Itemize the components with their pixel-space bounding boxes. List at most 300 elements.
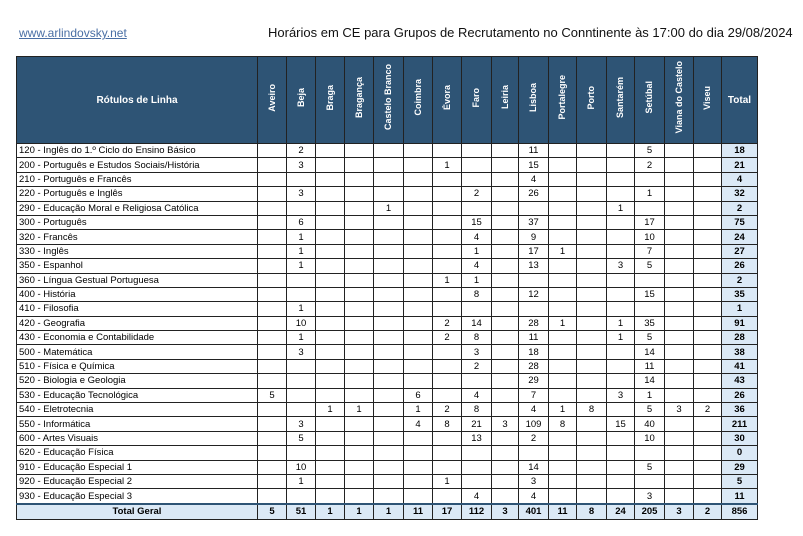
table-cell: 5: [635, 331, 665, 345]
table-cell: [345, 187, 374, 201]
table-cell: [694, 316, 722, 330]
table-cell: [549, 302, 577, 316]
table-cell: [433, 287, 462, 301]
table-cell: [316, 446, 345, 460]
table-cell: [316, 460, 345, 474]
table-cell: [694, 259, 722, 273]
table-cell: 3: [462, 345, 492, 359]
column-header-label: Bragança: [353, 76, 364, 119]
table-cell: 2: [462, 187, 492, 201]
table-cell: [374, 244, 404, 258]
table-cell: [316, 417, 345, 431]
table-cell: [577, 359, 607, 373]
table-cell: [316, 244, 345, 258]
table-cell: [345, 431, 374, 445]
table-cell: [345, 158, 374, 172]
table-cell: 5: [635, 403, 665, 417]
row-total: 43: [722, 374, 758, 388]
table-cell: [549, 259, 577, 273]
table-cell: [374, 331, 404, 345]
table-cell: 1: [404, 403, 433, 417]
table-cell: [665, 359, 694, 373]
table-cell: [694, 201, 722, 215]
table-cell: [287, 273, 316, 287]
table-cell: [374, 172, 404, 186]
row-total: 2: [722, 201, 758, 215]
table-cell: [577, 144, 607, 158]
table-cell: 1: [549, 244, 577, 258]
total-row: [17, 504, 758, 520]
table-cell: [374, 187, 404, 201]
row-label: 530 - Educação Tecnológica: [17, 388, 258, 402]
table-cell: [433, 302, 462, 316]
table-cell: 11: [519, 144, 549, 158]
table-cell: 2: [433, 403, 462, 417]
table-cell: [577, 431, 607, 445]
table-cell: [374, 287, 404, 301]
table-cell: [635, 273, 665, 287]
table-cell: [374, 489, 404, 504]
table-cell: [492, 144, 519, 158]
table-cell: [258, 417, 287, 431]
row-label: 300 - Português: [17, 215, 258, 229]
table-cell: [316, 201, 345, 215]
column-header-label: Portalegre: [557, 75, 567, 120]
table-cell: [404, 187, 433, 201]
table-cell: 2: [433, 331, 462, 345]
table-cell: [404, 287, 433, 301]
table-row: [17, 345, 758, 359]
table-cell: [549, 187, 577, 201]
table-cell: [404, 259, 433, 273]
table-cell: [316, 331, 345, 345]
table-cell: [607, 359, 635, 373]
table-cell: 5: [258, 388, 287, 402]
table-cell: [433, 388, 462, 402]
table-cell: [492, 431, 519, 445]
table-row: [17, 187, 758, 201]
total-row-cell: 2: [694, 504, 722, 520]
table-cell: 3: [287, 187, 316, 201]
row-total: 26: [722, 388, 758, 402]
total-row-cell: 3: [492, 504, 519, 520]
table-cell: 2: [694, 403, 722, 417]
table-cell: [492, 230, 519, 244]
table-cell: [607, 144, 635, 158]
table-cell: [549, 172, 577, 186]
total-row-cell: 1: [316, 504, 345, 520]
table-cell: [694, 388, 722, 402]
table-cell: [607, 374, 635, 388]
table-cell: [694, 172, 722, 186]
table-cell: [258, 158, 287, 172]
table-cell: [607, 230, 635, 244]
row-label: 600 - Artes Visuais: [17, 431, 258, 445]
table-cell: [665, 172, 694, 186]
table-cell: 5: [287, 431, 316, 445]
table-cell: [345, 215, 374, 229]
table-cell: 28: [519, 359, 549, 373]
table-cell: 1: [287, 302, 316, 316]
table-cell: 15: [607, 417, 635, 431]
column-header-label: Beja: [295, 87, 306, 107]
total-row-cell: 51: [287, 504, 316, 520]
table-cell: [404, 215, 433, 229]
table-cell: [665, 144, 694, 158]
table-cell: [492, 201, 519, 215]
table-cell: [577, 201, 607, 215]
table-cell: 10: [287, 316, 316, 330]
table-cell: [433, 244, 462, 258]
row-total: 29: [722, 460, 758, 474]
table-cell: [258, 489, 287, 504]
table-cell: [607, 345, 635, 359]
column-header: [665, 57, 694, 144]
table-cell: [549, 331, 577, 345]
table-cell: [404, 431, 433, 445]
table-cell: 1: [345, 403, 374, 417]
table-cell: [404, 172, 433, 186]
table-cell: [577, 374, 607, 388]
row-total: 36: [722, 403, 758, 417]
table-cell: 26: [519, 187, 549, 201]
row-label: 920 - Educação Especial 2: [17, 474, 258, 488]
table-cell: [404, 302, 433, 316]
table-cell: 35: [635, 316, 665, 330]
row-total: 5: [722, 474, 758, 488]
column-header-label: Aveiro: [266, 83, 277, 112]
table-cell: [258, 345, 287, 359]
column-header: [519, 57, 549, 144]
row-total: 75: [722, 215, 758, 229]
table-cell: [519, 201, 549, 215]
table-row: [17, 417, 758, 431]
table-cell: [694, 359, 722, 373]
table-cell: [607, 215, 635, 229]
table-row: [17, 460, 758, 474]
table-cell: [665, 259, 694, 273]
table-cell: 28: [519, 316, 549, 330]
table-cell: [607, 287, 635, 301]
table-cell: [404, 201, 433, 215]
column-header: [345, 57, 374, 144]
table-cell: [492, 273, 519, 287]
row-total: 35: [722, 287, 758, 301]
table-cell: 1: [433, 273, 462, 287]
table-cell: 2: [433, 316, 462, 330]
total-row-cell: 8: [577, 504, 607, 520]
table-row: [17, 215, 758, 229]
table-cell: [258, 230, 287, 244]
table-cell: 10: [635, 230, 665, 244]
table-cell: [433, 187, 462, 201]
table-cell: [694, 158, 722, 172]
table-cell: [577, 158, 607, 172]
table-cell: [433, 215, 462, 229]
table-cell: [258, 460, 287, 474]
table-cell: [374, 417, 404, 431]
table-cell: [665, 287, 694, 301]
table-row: [17, 172, 758, 186]
table-cell: [433, 230, 462, 244]
table-cell: [492, 474, 519, 488]
table-cell: [258, 201, 287, 215]
table-cell: [492, 259, 519, 273]
table-cell: [519, 273, 549, 287]
table-cell: [345, 244, 374, 258]
pivot-table: [16, 56, 758, 520]
table-cell: 2: [519, 431, 549, 445]
table-cell: 4: [462, 489, 492, 504]
table-cell: [635, 172, 665, 186]
table-cell: [404, 316, 433, 330]
table-cell: [577, 316, 607, 330]
table-cell: [694, 345, 722, 359]
table-cell: [258, 172, 287, 186]
table-cell: 2: [287, 144, 316, 158]
table-cell: [345, 460, 374, 474]
table-cell: 15: [635, 287, 665, 301]
row-total: 41: [722, 359, 758, 373]
table-cell: [287, 489, 316, 504]
column-header: [404, 57, 433, 144]
row-total: 91: [722, 316, 758, 330]
row-total: 11: [722, 489, 758, 504]
row-total: 21: [722, 158, 758, 172]
table-cell: [374, 460, 404, 474]
table-cell: [374, 403, 404, 417]
table-cell: [316, 287, 345, 301]
row-total: 4: [722, 172, 758, 186]
table-cell: [694, 489, 722, 504]
table-cell: 1: [433, 158, 462, 172]
row-label: 520 - Biologia e Geologia: [17, 374, 258, 388]
table-cell: [374, 259, 404, 273]
row-total: 38: [722, 345, 758, 359]
table-cell: [345, 259, 374, 273]
table-cell: [492, 331, 519, 345]
table-cell: [492, 345, 519, 359]
table-cell: [258, 259, 287, 273]
row-total: 32: [722, 187, 758, 201]
table-cell: [433, 431, 462, 445]
row-label: 430 - Economia e Contabilidade: [17, 331, 258, 345]
table-row: [17, 158, 758, 172]
table-cell: [607, 403, 635, 417]
table-cell: 3: [607, 388, 635, 402]
table-cell: [549, 489, 577, 504]
table-cell: [607, 187, 635, 201]
table-cell: [492, 287, 519, 301]
table-cell: [577, 460, 607, 474]
table-row: [17, 403, 758, 417]
table-cell: [492, 172, 519, 186]
total-row-cell: 401: [519, 504, 549, 520]
table-cell: 4: [404, 417, 433, 431]
table-cell: [694, 244, 722, 258]
table-row: [17, 316, 758, 330]
table-cell: 3: [287, 158, 316, 172]
table-cell: [549, 273, 577, 287]
row-total: 2: [722, 273, 758, 287]
table-cell: [694, 144, 722, 158]
table-cell: [577, 388, 607, 402]
table-cell: 3: [519, 474, 549, 488]
row-total: 211: [722, 417, 758, 431]
table-cell: 4: [519, 172, 549, 186]
table-cell: [258, 273, 287, 287]
table-cell: 11: [635, 359, 665, 373]
table-cell: [607, 431, 635, 445]
table-cell: 1: [635, 187, 665, 201]
table-cell: 1: [374, 201, 404, 215]
table-cell: 2: [635, 158, 665, 172]
table-row: [17, 431, 758, 445]
table-cell: 8: [549, 417, 577, 431]
table-cell: [258, 331, 287, 345]
table-cell: [694, 460, 722, 474]
table-cell: [433, 259, 462, 273]
table-cell: [694, 474, 722, 488]
table-cell: [694, 215, 722, 229]
table-cell: [433, 460, 462, 474]
row-label: 320 - Francês: [17, 230, 258, 244]
table-cell: 17: [519, 244, 549, 258]
column-header-label: Faro: [471, 87, 481, 108]
table-cell: [549, 460, 577, 474]
table-cell: 6: [404, 388, 433, 402]
total-row-cell: 1: [374, 504, 404, 520]
table-row: [17, 388, 758, 402]
table-cell: [404, 345, 433, 359]
column-header-label: Porto: [586, 85, 596, 110]
table-cell: [462, 158, 492, 172]
table-cell: [433, 144, 462, 158]
table-cell: 5: [635, 460, 665, 474]
table-cell: [577, 244, 607, 258]
table-cell: [374, 431, 404, 445]
table-cell: [316, 273, 345, 287]
table-cell: [577, 331, 607, 345]
row-labels-header: Rótulos de Linha: [17, 57, 258, 144]
table-cell: [635, 201, 665, 215]
table-cell: [577, 273, 607, 287]
table-cell: 1: [287, 474, 316, 488]
row-label: 510 - Física e Química: [17, 359, 258, 373]
table-cell: [694, 230, 722, 244]
table-cell: 1: [607, 331, 635, 345]
table-cell: [577, 446, 607, 460]
column-header-label: Setúbal: [644, 81, 654, 114]
table-cell: [287, 374, 316, 388]
table-cell: [258, 215, 287, 229]
table-cell: [316, 144, 345, 158]
table-cell: [287, 172, 316, 186]
table-cell: [316, 474, 345, 488]
row-label: 360 - Língua Gestual Portuguesa: [17, 273, 258, 287]
table-cell: [577, 287, 607, 301]
table-cell: [549, 446, 577, 460]
table-cell: [577, 302, 607, 316]
table-cell: [665, 302, 694, 316]
table-cell: [258, 144, 287, 158]
table-cell: [258, 187, 287, 201]
row-label: 540 - Eletrotecnia: [17, 403, 258, 417]
table-cell: [462, 201, 492, 215]
table-cell: [345, 446, 374, 460]
table-row: [17, 244, 758, 258]
table-cell: [374, 302, 404, 316]
table-cell: [404, 331, 433, 345]
table-cell: 10: [287, 460, 316, 474]
total-row-cell: 3: [665, 504, 694, 520]
table-cell: 13: [462, 431, 492, 445]
table-cell: [345, 489, 374, 504]
table-cell: [433, 345, 462, 359]
row-label: 910 - Educação Especial 1: [17, 460, 258, 474]
table-cell: [492, 244, 519, 258]
table-cell: [433, 359, 462, 373]
table-cell: [345, 287, 374, 301]
table-cell: [607, 474, 635, 488]
table-cell: 37: [519, 215, 549, 229]
table-cell: [258, 244, 287, 258]
table-cell: 14: [462, 316, 492, 330]
table-cell: [694, 287, 722, 301]
table-cell: [607, 158, 635, 172]
table-row: [17, 374, 758, 388]
table-cell: [374, 316, 404, 330]
table-cell: 13: [519, 259, 549, 273]
table-cell: [316, 431, 345, 445]
table-cell: [694, 302, 722, 316]
table-cell: [316, 388, 345, 402]
table-cell: [549, 431, 577, 445]
table-cell: 9: [519, 230, 549, 244]
table-cell: [549, 474, 577, 488]
column-header: [433, 57, 462, 144]
table-cell: [374, 359, 404, 373]
row-label: 350 - Espanhol: [17, 259, 258, 273]
table-cell: [577, 417, 607, 431]
table-cell: [316, 374, 345, 388]
row-total: 1: [722, 302, 758, 316]
table-row: [17, 446, 758, 460]
total-row-cell: 11: [404, 504, 433, 520]
table-cell: 1: [607, 316, 635, 330]
table-row: [17, 259, 758, 273]
row-label: 410 - Filosofia: [17, 302, 258, 316]
table-cell: [374, 158, 404, 172]
table-cell: 4: [462, 259, 492, 273]
table-cell: [316, 259, 345, 273]
column-header-label: Castelo Branco: [383, 64, 393, 131]
table-cell: [635, 474, 665, 488]
table-cell: 18: [519, 345, 549, 359]
table-cell: [374, 388, 404, 402]
table-cell: [433, 201, 462, 215]
table-cell: [549, 287, 577, 301]
table-cell: 14: [635, 374, 665, 388]
site-link[interactable]: www.arlindovsky.net: [19, 26, 127, 40]
table-cell: [665, 388, 694, 402]
table-cell: [345, 201, 374, 215]
table-cell: 109: [519, 417, 549, 431]
row-label: 500 - Matemática: [17, 345, 258, 359]
table-cell: [492, 489, 519, 504]
table-cell: [404, 474, 433, 488]
table-cell: [258, 316, 287, 330]
